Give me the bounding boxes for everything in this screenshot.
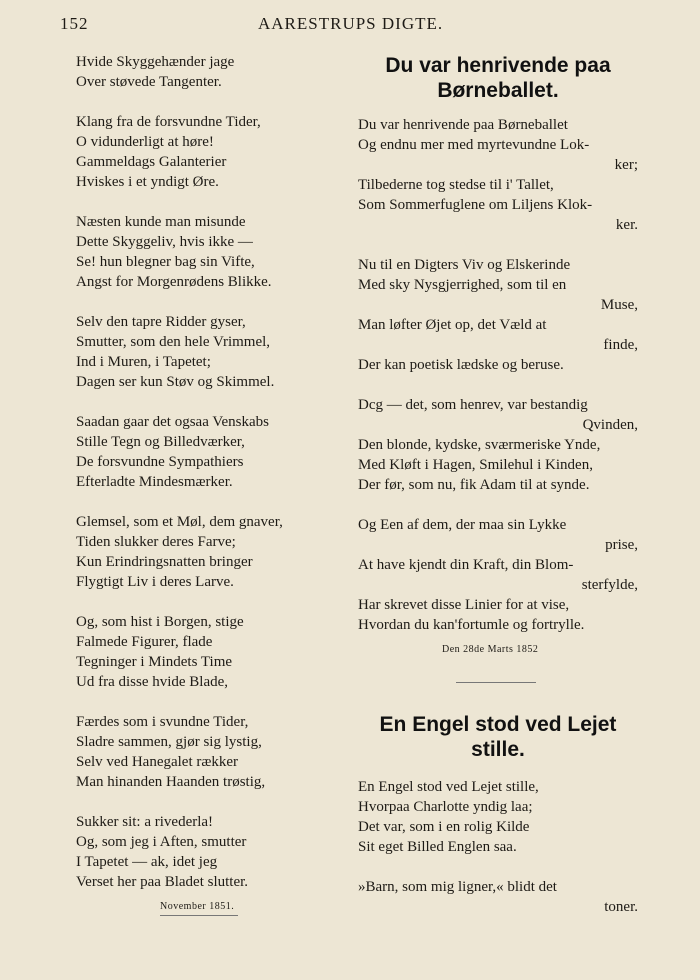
stanza (76, 512, 336, 592)
verse-line: finde, (603, 337, 638, 353)
verse-line: Hviskes i et yndigt Øre. (76, 174, 219, 190)
stanza (358, 115, 638, 235)
stanza (358, 877, 638, 917)
verse-line: Tilbederne tog stedse til i' Tallet, (358, 177, 554, 193)
verse-line: Dagen ser kun Støv og Skimmel. (76, 374, 275, 390)
section-divider (160, 915, 238, 916)
stanza (358, 395, 638, 495)
left-poem (76, 52, 336, 914)
running-header (0, 14, 700, 38)
verse-line: »Barn, som mig ligner,« blidt det (358, 879, 557, 895)
verse-line: De forsvundne Sympathiers (76, 454, 244, 470)
verse-line: Ind i Muren, i Tapetet; (76, 354, 211, 370)
verse-line: Færdes som i svundne Tider, (76, 714, 249, 730)
verse-line: toner. (604, 899, 638, 915)
verse-line: Sladre sammen, gjør sig lystig, (76, 734, 262, 750)
verse-line: Med Kløft i Hagen, Smilehul i Kinden, (358, 457, 593, 473)
verse-line: Og Een af dem, der maa sin Lykke (358, 517, 567, 533)
verse-line: Over støvede Tangenter. (76, 74, 222, 90)
verse-line: I Tapetet — ak, idet jeg (76, 854, 218, 870)
verse-line: Og, som jeg i Aften, smutter (76, 834, 247, 850)
verse-line: Man hinanden Haanden trøstig, (76, 774, 266, 790)
stanza (76, 52, 336, 92)
section-divider (456, 682, 536, 683)
verse-line: Efterladte Mindesmærker. (76, 474, 233, 490)
verse-line: Der før, som nu, fik Adam til at synde. (358, 477, 590, 493)
verse-line: Og endnu mer med myrtevundne Lok- (358, 137, 590, 153)
verse-line: Glemsel, som et Møl, dem gnaver, (76, 514, 283, 530)
verse-line: prise, (605, 537, 638, 553)
verse-line: Hvide Skyggehænder jage (76, 54, 235, 70)
verse-line: Og, som hist i Borgen, stige (76, 614, 244, 630)
verse-line: Falmede Figurer, flade (76, 634, 213, 650)
right-poem-2 (358, 777, 638, 937)
stanza (358, 255, 638, 375)
verse-line: Dcg — det, som henrev, var bestandig (358, 397, 588, 413)
verse-line: Sit eget Billed Englen saa. (358, 839, 517, 855)
running-title: AARESTRUPS DIGTE. (258, 14, 444, 33)
verse-line: Gammeldags Galanterier (76, 154, 227, 170)
poem-title: En Engel stod ved Lejet stille. (379, 713, 617, 761)
verse-line: Der kan poetisk lædske og beruse. (358, 357, 564, 373)
verse-line: Hvordan du kan'fortumle og fortrylle. (358, 617, 585, 633)
verse-line: Kun Erindringsnatten bringer (76, 554, 253, 570)
verse-line: Klang fra de forsvundne Tider, (76, 114, 261, 130)
verse-line: Selv ved Hanegalet rækker (76, 754, 239, 770)
stanza (358, 515, 638, 635)
verse-line: Saadan gaar det ogsaa Venskabs (76, 414, 269, 430)
poem-date: November 1851. (160, 901, 235, 912)
verse-line: Muse, (600, 297, 638, 313)
verse-line: Smutter, som den hele Vrimmel, (76, 334, 271, 350)
verse-line: Som Sommerfuglene om Liljens Klok- (358, 197, 593, 213)
verse-line: Det var, som i en rolig Kilde (358, 819, 530, 835)
verse-line: Sukker sit: a rivederla! (76, 814, 214, 830)
verse-line: Tiden slukker deres Farve; (76, 534, 236, 550)
verse-line: Verset her paa Bladet slutter. (76, 874, 249, 890)
poem-title: Du var henrivende paa Børneballet. (385, 54, 611, 102)
verse-line: Hvorpaa Charlotte yndig laa; (358, 799, 533, 815)
verse-line: Har skrevet disse Linier for at vise, (358, 597, 570, 613)
verse-line: Den blonde, kydske, sværmeriske Ynde, (358, 437, 601, 453)
verse-line: Flygtigt Liv i deres Larve. (76, 574, 234, 590)
page-number: 152 (60, 14, 89, 33)
verse-line: Ud fra disse hvide Blade, (76, 674, 229, 690)
verse-line: Man løfter Øjet op, det Væld at (358, 317, 547, 333)
verse-line: ker. (615, 217, 638, 233)
verse-line: Dette Skyggeliv, hvis ikke — (76, 234, 253, 250)
verse-line: At have kjendt din Kraft, din Blom- (358, 557, 574, 573)
stanza (76, 212, 336, 292)
verse-line: Nu til en Digters Viv og Elskerinde (358, 257, 571, 273)
verse-line: Du var henrivende paa Børneballet (358, 117, 568, 133)
stanza (76, 712, 336, 792)
verse-line: Selv den tapre Ridder gyser, (76, 314, 246, 330)
verse-line: Med sky Nysgjerrighed, som til en (358, 277, 567, 293)
stanza (76, 412, 336, 492)
verse-line: En Engel stod ved Lejet stille, (358, 779, 539, 795)
verse-line: O vidunderligt at høre! (76, 134, 214, 150)
stanza (358, 777, 638, 857)
poem-date: Den 28de Marts 1852 (442, 644, 539, 655)
stanza (76, 312, 336, 392)
verse-line: Qvinden, (582, 417, 638, 433)
stanza (76, 812, 336, 892)
right-poem (358, 115, 638, 657)
stanza (76, 112, 336, 192)
verse-line: Se! hun blegner bag sin Vifte, (76, 254, 255, 270)
verse-line: Tegninger i Mindets Time (76, 654, 233, 670)
verse-line: Stille Tegn og Billedværker, (76, 434, 245, 450)
verse-line: Næsten kunde man misunde (76, 214, 246, 230)
verse-line: sterfylde, (581, 577, 638, 593)
verse-line: ker; (614, 157, 638, 173)
stanza (76, 612, 336, 692)
verse-line: Angst for Morgenrødens Blikke. (76, 274, 272, 290)
